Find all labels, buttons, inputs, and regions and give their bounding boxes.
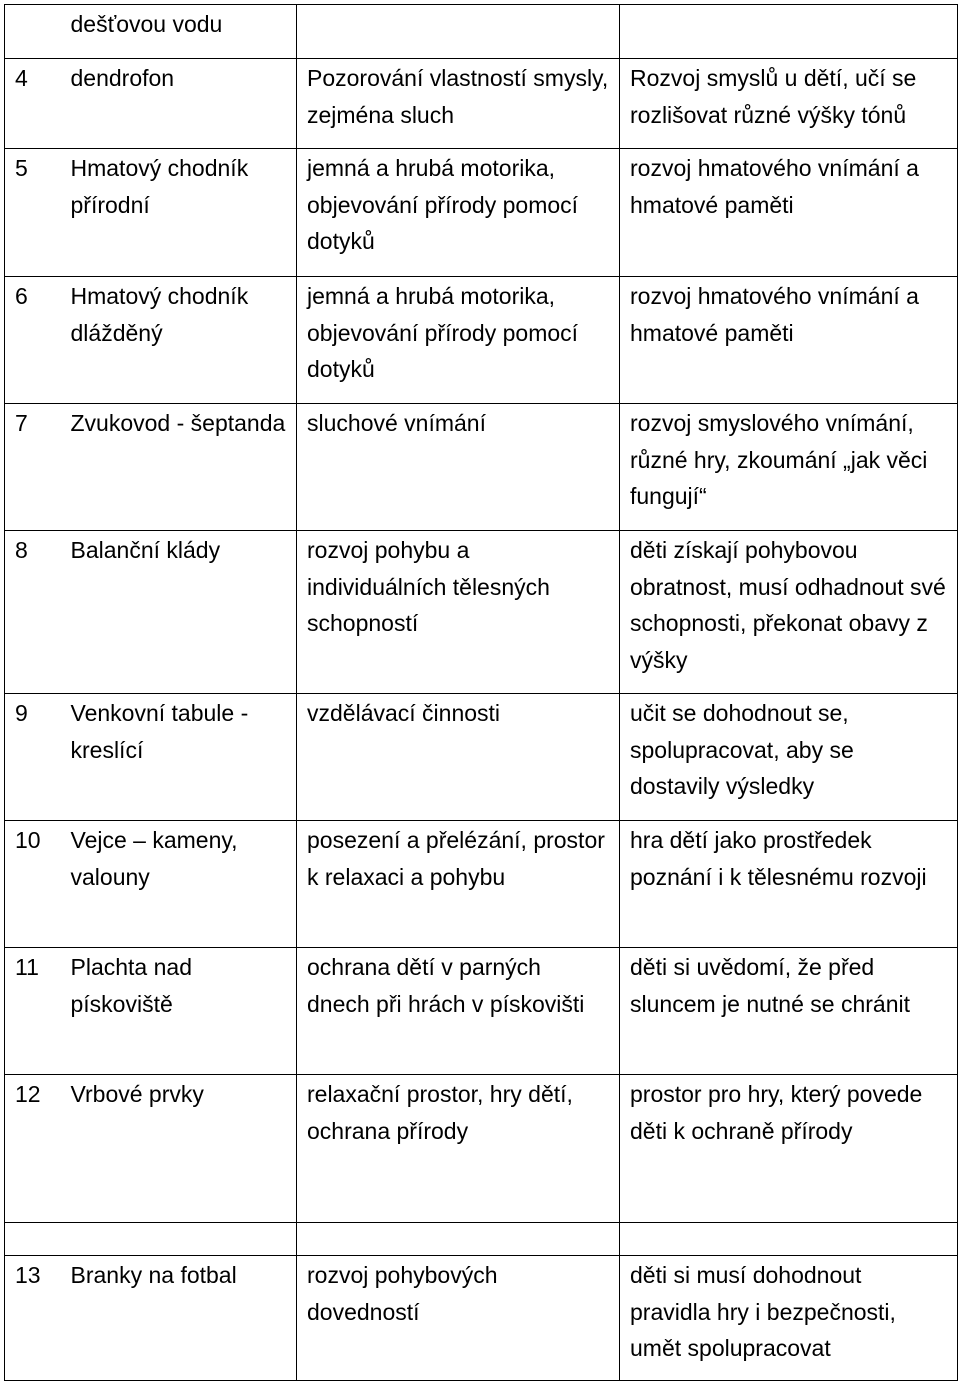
cell-activity: ochrana dětí v parných dnech při hrách v pískovišti	[297, 948, 620, 1075]
cell-activity: rozvoj pohybu a individuálních tělesných schopností	[297, 531, 620, 694]
table-row	[5, 531, 958, 694]
table-row	[5, 404, 958, 531]
cell-element-name: Hmatový chodník dlážděný	[61, 277, 297, 404]
cell-element-name: Balanční klády	[61, 531, 297, 694]
cell-goal: děti získají pohybovou obratnost, musí odhadnout své schopnosti, překonat obavy z výšky	[620, 531, 958, 694]
spacer-cell	[620, 1223, 958, 1256]
table-row	[5, 5, 958, 59]
spacer-cell	[61, 1223, 297, 1256]
cell-goal: prostor pro hry, který povede děti k ochraně přírody	[620, 1075, 958, 1223]
table-row	[5, 821, 958, 948]
table-row-spacer	[5, 1223, 958, 1256]
cell-goal: děti si musí dohodnout pravidla hry i bezpečnosti, umět spolupracovat	[620, 1256, 958, 1381]
cell-activity: jemná a hrubá motorika, objevování přírody pomocí dotyků	[297, 277, 620, 404]
cell-number: 5	[5, 149, 61, 277]
cell-activity: vzdělávací činnosti	[297, 694, 620, 821]
cell-number: 12	[5, 1075, 61, 1223]
playground-elements-table	[4, 4, 958, 1381]
cell-goal	[620, 5, 958, 59]
cell-number: 6	[5, 277, 61, 404]
cell-activity: sluchové vnímání	[297, 404, 620, 531]
cell-goal: učit se dohodnout se, spolupracovat, aby se dostavily výsledky	[620, 694, 958, 821]
table-row	[5, 149, 958, 277]
cell-activity: Pozorování vlastností smysly, zejména sluch	[297, 59, 620, 149]
table-row	[5, 1075, 958, 1223]
cell-number: 11	[5, 948, 61, 1075]
cell-element-name: Zvukovod - šeptanda	[61, 404, 297, 531]
cell-element-name: Hmatový chodník přírodní	[61, 149, 297, 277]
cell-element-name: Vrbové prvky	[61, 1075, 297, 1223]
table-row	[5, 694, 958, 821]
cell-goal: Rozvoj smyslů u dětí, učí se rozlišovat různé výšky tónů	[620, 59, 958, 149]
table-row	[5, 1256, 958, 1381]
table-row	[5, 277, 958, 404]
cell-goal: děti si uvědomí, že před sluncem je nutné se chránit	[620, 948, 958, 1075]
spacer-cell	[297, 1223, 620, 1256]
cell-number: 13	[5, 1256, 61, 1381]
cell-element-name: dendrofon	[61, 59, 297, 149]
cell-number: 10	[5, 821, 61, 948]
spacer-cell	[5, 1223, 61, 1256]
cell-activity: relaxační prostor, hry dětí, ochrana přírody	[297, 1075, 620, 1223]
cell-goal: hra dětí jako prostředek poznání i k tělesnému rozvoji	[620, 821, 958, 948]
table-row	[5, 948, 958, 1075]
cell-element-name: Venkovní tabule - kreslící	[61, 694, 297, 821]
cell-number: 4	[5, 59, 61, 149]
cell-element-name: Vejce – kameny, valouny	[61, 821, 297, 948]
cell-goal: rozvoj hmatového vnímání a hmatové paměti	[620, 149, 958, 277]
cell-number: 9	[5, 694, 61, 821]
cell-activity	[297, 5, 620, 59]
cell-activity: rozvoj pohybových dovedností	[297, 1256, 620, 1381]
table-row	[5, 59, 958, 149]
cell-element-name: Plachta nad pískoviště	[61, 948, 297, 1075]
cell-activity: jemná a hrubá motorika, objevování přírody pomocí dotyků	[297, 149, 620, 277]
cell-goal: rozvoj hmatového vnímání a hmatové paměti	[620, 277, 958, 404]
cell-element-name: dešťovou vodu	[61, 5, 297, 59]
cell-goal: rozvoj smyslového vnímání, různé hry, zkoumání „jak věci fungují“	[620, 404, 958, 531]
cell-number	[5, 5, 61, 59]
cell-number: 7	[5, 404, 61, 531]
cell-activity: posezení a přelézání, prostor k relaxaci a pohybu	[297, 821, 620, 948]
cell-number: 8	[5, 531, 61, 694]
cell-element-name: Branky na fotbal	[61, 1256, 297, 1381]
